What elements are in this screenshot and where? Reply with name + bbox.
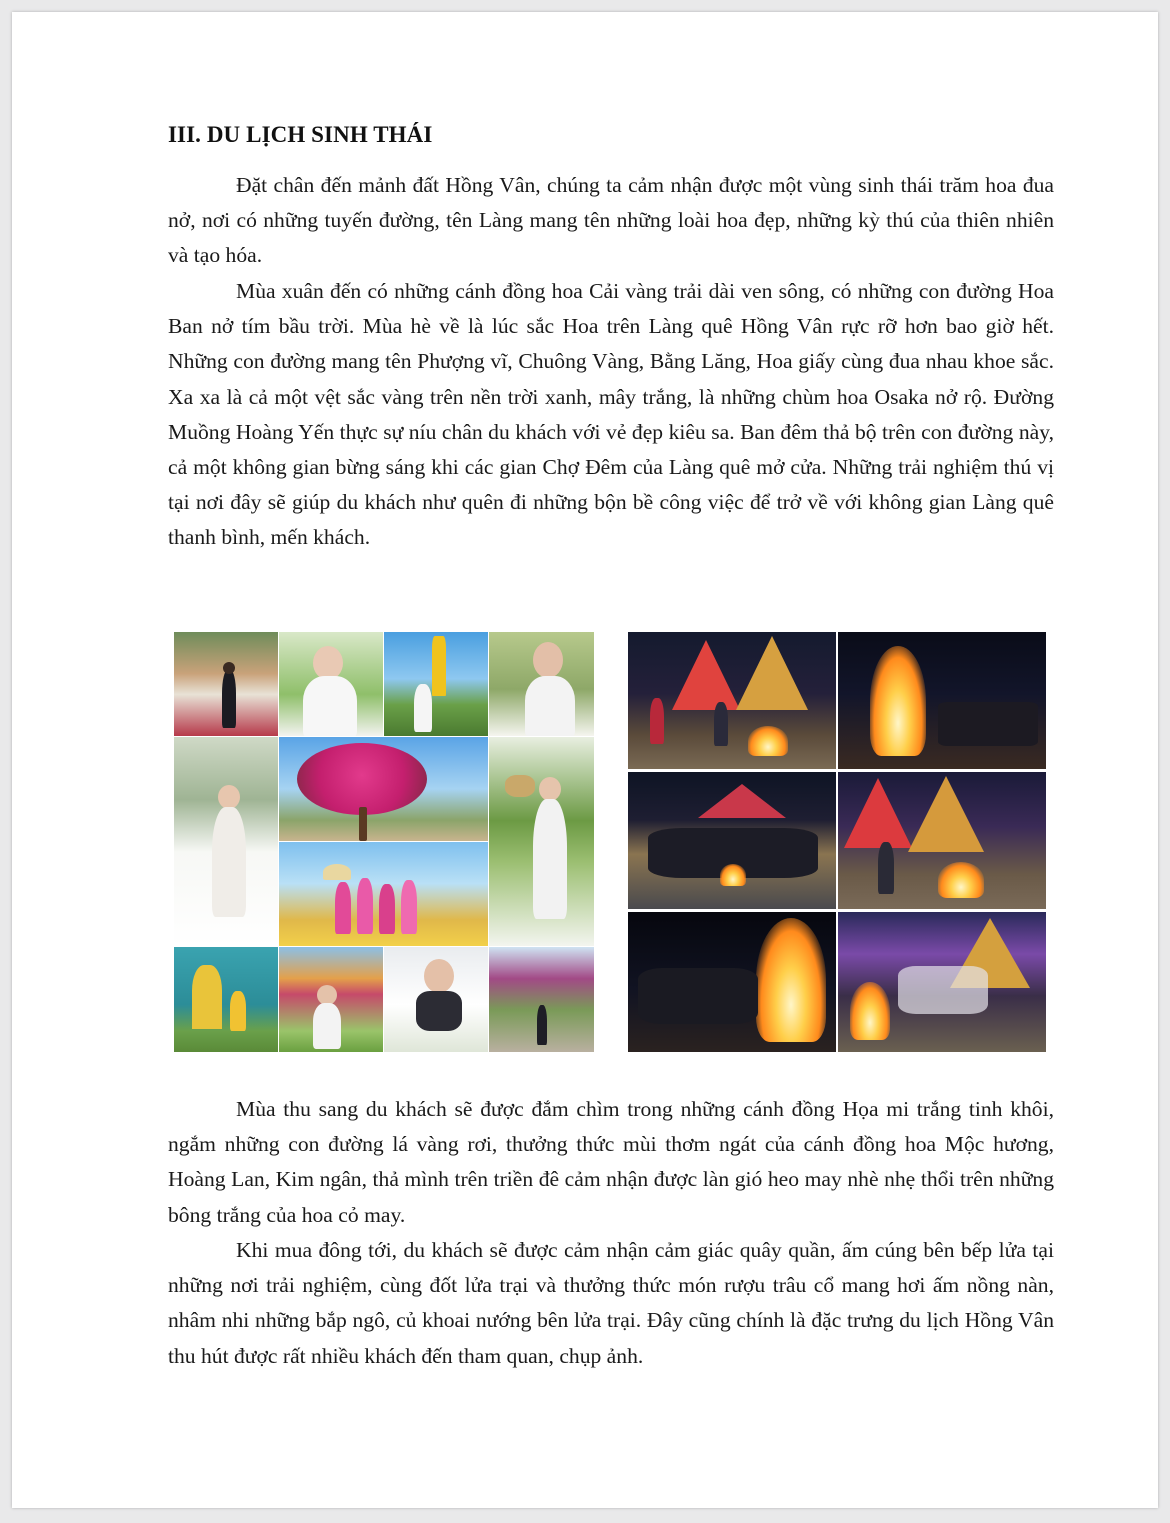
section-heading: III. DU LỊCH SINH THÁI	[168, 122, 433, 147]
paragraph-autumn: Mùa thu sang du khách sẽ được đắm chìm trong những cánh đồng Họa mi trắng tinh khôi, ngắm những con đường lá vàng rơi, thưởng thức mùi thơm ngát của cánh đồng hoa Mộc hương, Hoàng Lan, Kim ngân, thả mình trên triền đê cảm nhận được làn gió heo may nhè nhẹ thổi trên những bông trắng của hoa cỏ may.	[168, 1097, 1054, 1227]
photo-bonfire-crowd	[838, 632, 1046, 769]
photo-woman-in-daisies	[384, 947, 488, 1052]
photo-big-bonfire-cheering	[628, 912, 836, 1052]
photo-bougainvillea-road	[489, 947, 594, 1052]
photo-bamboo-dance-night	[628, 632, 836, 769]
photo-group-conical-hats	[279, 842, 488, 946]
photo-woman-portrait-daisies	[489, 632, 594, 736]
photo-daisy-field-woman	[174, 737, 278, 946]
photo-yellow-door-house	[174, 947, 278, 1052]
photo-flower-garden-path	[174, 632, 278, 736]
photo-tents-and-fire	[838, 772, 1046, 909]
photo-yellow-tower	[384, 632, 488, 736]
photo-bougainvillea-tree	[279, 737, 488, 841]
photo-dancing-crowd-stage	[628, 772, 836, 909]
night-campfire-photo-collage	[628, 632, 1046, 1052]
paragraph-winter: Khi mua đông tới, du khách sẽ được cảm nhận cảm giác quây quần, ấm cúng bên bếp lửa tại những nơi trải nghiệm, cùng đốt lửa trại và thưởng thức món rượu trâu cổ mang hơi ấm nồng nàn, nhâm nhi những bắp ngô, củ khoai nướng bên lửa trại. Đây cũng chính là đặc trưng du lịch Hồng Vân thu hút được rất nhiều khách đến tham quan, chụp ảnh.	[168, 1238, 1054, 1368]
flower-photo-collage	[174, 632, 594, 1052]
photo-purple-smoke-dance	[838, 912, 1046, 1052]
paragraph-intro: Đặt chân đến mảnh đất Hồng Vân, chúng ta cảm nhận được một vùng sinh thái trăm hoa đua nở, nơi có những tuyến đường, tên Làng mang tên những loài hoa đẹp, những kỳ thú của thiên nhiên và tạo hóa.	[168, 173, 1054, 268]
paragraph-spring-summer: Mùa xuân đến có những cánh đồng hoa Cải vàng trải dài ven sông, có những con đường Hoa Ban nở tím bầu trời. Mùa hè về là lúc sắc Hoa trên Làng quê Hồng Vân rực rỡ hơn bao giờ hết. Những con đường mang tên Phượng vĩ, Chuông Vàng, Bằng Lăng, Hoa giấy cùng đua nhau khoe sắc. Xa xa là cả một vệt sắc vàng trên nền trời xanh, mây trắng, là những chùm hoa Osaka nở rộ. Đường Muồng Hoàng Yến thực sự níu chân du khách với vẻ đẹp kiêu sa. Ban đêm thả bộ trên con đường này, cả một không gian bừng sáng khi các gian Chợ Đêm của Làng quê mở cửa. Những trải nghiệm thú vị tại nơi đây sẽ giúp du khách như quên đi những bộn bề công việc để trở về với không gian Làng quê thanh bình, mến khách.	[168, 279, 1054, 550]
photo-woman-holding-hat	[489, 737, 594, 946]
photo-colorful-umbrellas	[279, 947, 383, 1052]
document-page	[12, 12, 1158, 1508]
photo-woman-with-daisies	[279, 632, 383, 736]
